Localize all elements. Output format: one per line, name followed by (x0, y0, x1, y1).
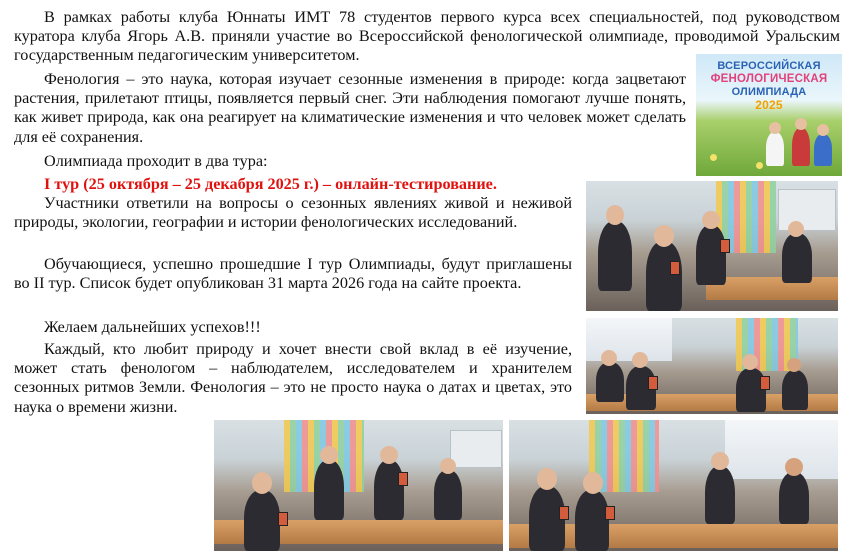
classroom-photo-4 (509, 420, 838, 551)
student-head (702, 211, 720, 229)
child-figure (814, 134, 832, 166)
participants-paragraph: Участники ответили на вопросы о сезонных явлениях живой и неживой природы, экологии, географии и истории фенологических исследований. (14, 194, 572, 232)
tours-intro: Олимпиада проходит в два тура: (44, 152, 268, 170)
phenology-definition-paragraph: Фенология – это наука, которая изучает сезонные изменения в природе: когда зацветают растения, прилетают птицы, появляется первый снег. Эти наблюдения помогают лучше понять, как живет природа, как она реагирует на климатические изменения и что человек может сделать для её сохранения. (14, 70, 686, 146)
student (244, 490, 280, 551)
student-head (711, 452, 729, 470)
classroom-photo-3 (214, 420, 503, 551)
flower-decoration (710, 154, 717, 161)
student (434, 470, 462, 520)
student-head (252, 472, 272, 494)
student (705, 466, 735, 524)
poster-line-3: ОЛИМПИАДА (731, 86, 807, 98)
second-tour-paragraph: Обучающиеся, успешно прошедшие I тур Олимпиады, будут приглашены во II тур. Список будет опубликован 31 марта 2026 года на сайте проекта. (14, 255, 572, 293)
student-head (788, 221, 804, 237)
student-head (440, 458, 456, 474)
poster-year: 2025 (755, 98, 783, 112)
phone-icon (398, 472, 408, 486)
child-head (817, 124, 829, 136)
student (646, 241, 682, 311)
student (575, 490, 609, 551)
phone-icon (648, 376, 658, 390)
olympiad-poster-image (696, 54, 842, 176)
flower-decoration (756, 162, 763, 169)
child-head (769, 122, 781, 134)
whiteboard (778, 189, 836, 231)
student (598, 221, 632, 291)
tour-1-highlight: I тур (25 октября – 25 декабря 2025 г.) – онлайн-тестирование. (44, 175, 497, 193)
student (374, 460, 404, 520)
student-head (601, 350, 617, 366)
wishes-line: Желаем дальнейших успехов!!! (44, 318, 261, 336)
student-head (787, 358, 801, 372)
student (736, 368, 766, 412)
phone-icon (670, 261, 680, 275)
student (782, 233, 812, 283)
poster-line-2: ФЕНОЛОГИЧЕСКАЯ (710, 73, 828, 85)
child-figure (792, 128, 810, 166)
student-head (785, 458, 803, 476)
phone-icon (278, 512, 288, 526)
classroom-photo-2 (586, 318, 838, 414)
student (596, 362, 624, 402)
poster-line-1: ВСЕРОССИЙСКАЯ (717, 60, 821, 72)
window (586, 318, 672, 361)
student (779, 472, 809, 524)
intro-paragraph: В рамках работы клуба Юннаты ИМТ 78 студентов первого курса всех специальностей, под руководством куратора клуба Ягорь А.В. приняли участие во Всероссийской фенологической олимпиаде, проводимой Уральским государственным педагогическим университетом. (14, 8, 840, 65)
student-head (583, 472, 603, 494)
student-head (537, 468, 557, 490)
child-figure (766, 132, 784, 166)
classroom-photo-1 (586, 181, 838, 311)
phone-icon (605, 506, 615, 520)
phone-icon (559, 506, 569, 520)
child-head (795, 118, 807, 130)
student (696, 225, 726, 285)
phone-icon (720, 239, 730, 253)
student (782, 370, 808, 410)
student-head (742, 354, 758, 370)
whiteboard (450, 430, 502, 468)
student-head (380, 446, 398, 464)
window (725, 420, 838, 479)
student-head (654, 225, 674, 247)
student-head (632, 352, 648, 368)
student (314, 460, 344, 520)
student-head (320, 446, 338, 464)
phone-icon (760, 376, 770, 390)
closing-paragraph: Каждый, кто любит природу и хочет внести свой вклад в её изучение, может стать фенологом – наблюдателем, исследователем и хранителем сезонных ритмов Земли. Фенология – это не просто наука о датах и цветах, это наука о времени жизни. (14, 340, 572, 416)
student-head (606, 205, 624, 225)
